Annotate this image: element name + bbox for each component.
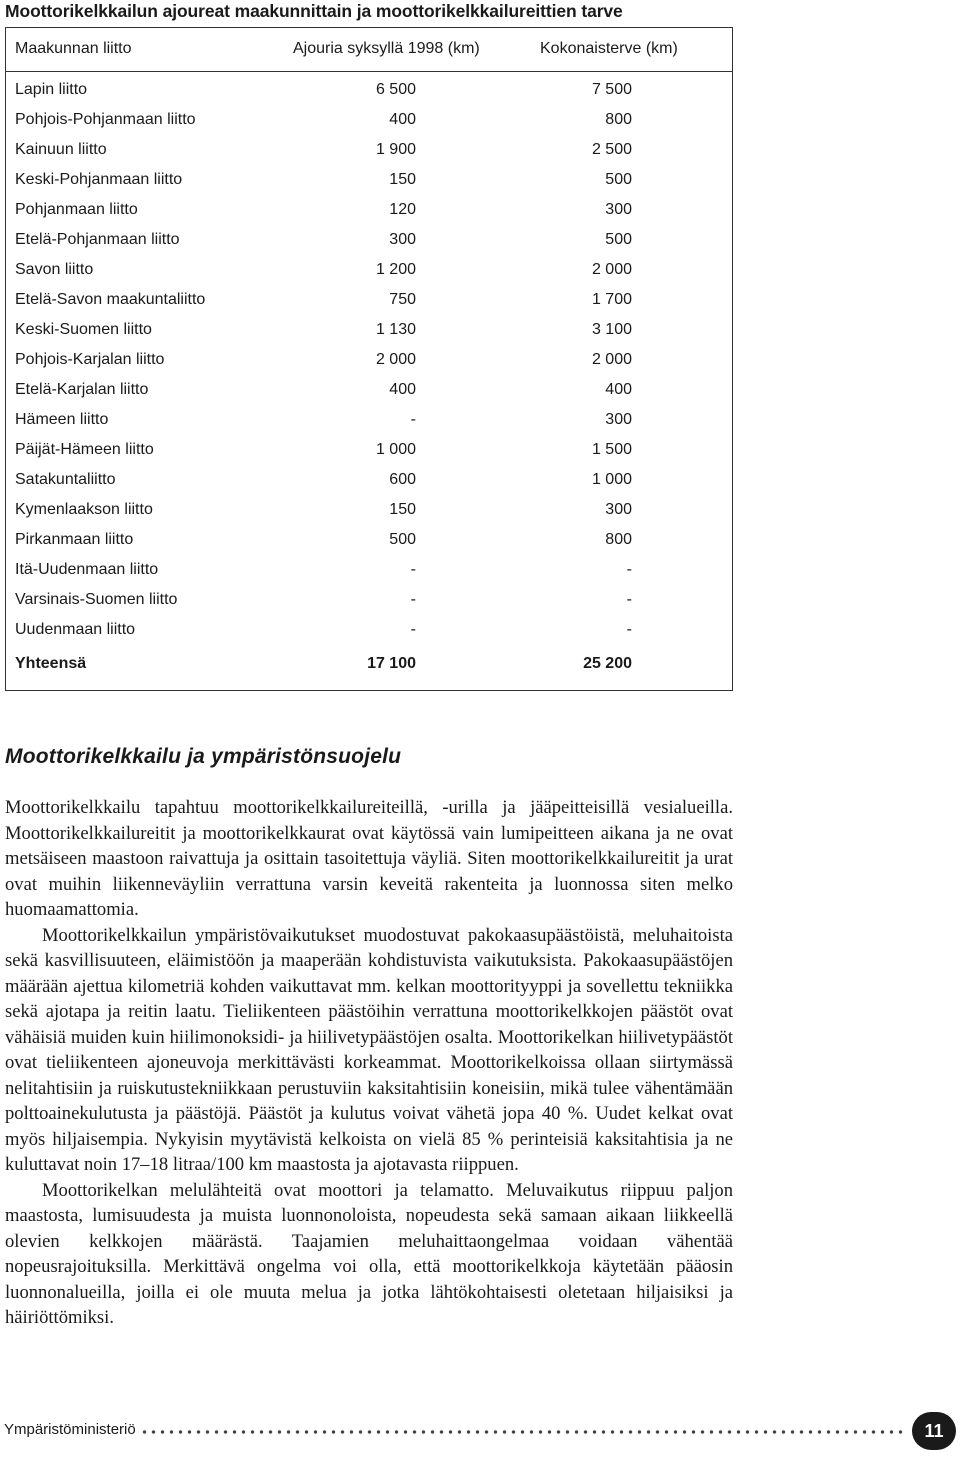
row-rides-value: -	[410, 591, 416, 608]
row-region-name: Keski-Pohjanmaan liitto	[15, 171, 183, 188]
row-need-value: 2 000	[591, 261, 632, 278]
column-header-region: Maakunnan liitto	[15, 40, 132, 57]
paragraph: Moottorikelkan melulähteitä ovat moottori ja telamatto. Meluvaikutus riippuu paljon maastosta, lumisuudesta ja muista luonnonoloista, nopeudesta sekä samaan aikaan liikkeellä olevien kelkkojen määrästä. Taajamien meluhaittaongelmaa voidaan vähentää nopeusrajoituksilla. Merkittävä ongelma voi olla, että moottorikelkkoja käytetään pääosin luonnonalueilla, joilla ei ole muuta melua ja jotka lähtökohtaisesti oletetaan hiljaisiksi ja häiriöttömiksi.	[5, 1179, 733, 1328]
row-rides-value: 150	[389, 171, 416, 188]
row-rides-value: 750	[389, 291, 416, 308]
row-need-value: 300	[605, 411, 632, 428]
row-need-value: 300	[605, 201, 632, 218]
row-rides-value: 2 000	[375, 351, 416, 368]
row-need-value: 2 000	[591, 351, 632, 368]
row-need-value: 500	[605, 231, 632, 248]
paragraph: Moottorikelkkailu tapahtuu moottorikelkkailureiteillä, -urilla ja jääpeitteisillä vesialueilla. Moottorikelkkailureitit ja moottorikelkkaurat ovat käytössä vain lumipeitteen aikana ja ne ovat metsäiseen maastoon raivattuja ja osittain tasoitettuja väyliä. Siten moottorikelkkailureitit ja urat ovat muihin liikenneväyliin verrattuna varsin keveitä rakenteita ja luonnossa siten melko huomaamattomia.	[5, 797, 733, 920]
total-need-value: 25 200	[583, 655, 632, 672]
row-need-value: -	[626, 591, 632, 608]
row-region-name: Pohjois-Karjalan liitto	[15, 351, 165, 368]
row-rides-value: 400	[389, 381, 416, 398]
row-rides-value: -	[410, 411, 416, 428]
row-rides-value: 6 500	[375, 81, 416, 98]
row-rides-value: 1 900	[375, 141, 416, 158]
row-region-name: Itä-Uudenmaan liitto	[15, 561, 159, 578]
row-region-name: Kymenlaakson liitto	[15, 501, 153, 518]
row-region-name: Keski-Suomen liitto	[15, 321, 152, 338]
row-need-value: 1 000	[591, 471, 632, 488]
header-divider	[6, 71, 732, 72]
paragraph: Moottorikelkkailun ympäristövaikutukset muodostuvat pakokaasupäästöistä, meluhaitoista sekä kasvillisuuteen, eläimistöön ja maaperään kohdistuvista vaikutuksista. Pakokaasupäästöjen määrään ajettua kilometriä kohden vaikuttavat mm. kelkan moottorityyppi ja sovellettu tekniikka sekä ajotapa ja reitin laatu. Tieliikenteen päästöihin verrattuna moottorikelkkojen päästöt ovat vähäisiä muiden kuin hiilimonoksidi- ja hiilivetypäästöjen osalta. Moottorikelkan hiilivetypäästöt ovat tieliikenteen ajoneuvoja merkittävästi korkeammat. Moottorikelkoissa ollaan siirtymässä nelitahtisiin ja ruiskutustekniikkaan perustuviin kaksitahtisiin koneisiin, mikä tulee vähentämään polttoainekulutusta ja päästöjä. Päästöt ja kulutus voivat vähetä jopa 40 %. Uudet kelkat ovat myös hiljaisempia. Nykyisin myytävistä kelkoista on vielä 85 % perinteisiä kaksitahtisia ja ne kuluttavat noin 17–18 litraa/100 km maastosta ja ajotavasta riippuen.	[5, 924, 733, 1175]
total-rides-value: 17 100	[367, 655, 416, 672]
row-need-value: 2 500	[591, 141, 632, 158]
row-need-value: 500	[605, 171, 632, 188]
data-table	[5, 27, 733, 691]
row-rides-value: -	[410, 561, 416, 578]
row-need-value: 800	[605, 531, 632, 548]
row-need-value: 3 100	[591, 321, 632, 338]
row-rides-value: 120	[389, 201, 416, 218]
row-region-name: Pohjois-Pohjanmaan liitto	[15, 111, 196, 128]
page-footer	[0, 1412, 960, 1452]
publisher-name: Ympäristöministeriö	[4, 1421, 136, 1438]
row-need-value: 300	[605, 501, 632, 518]
column-header-rides: Ajouria syksyllä 1998 (km)	[293, 40, 480, 57]
row-region-name: Lapin liitto	[15, 81, 88, 98]
row-need-value: -	[626, 561, 632, 578]
row-region-name: Etelä-Savon maakuntaliitto	[15, 291, 206, 308]
row-region-name: Pirkanmaan liitto	[15, 531, 134, 548]
row-rides-value: 600	[389, 471, 416, 488]
row-need-value: -	[626, 621, 632, 638]
row-need-value: 7 500	[591, 81, 632, 98]
article-body	[5, 795, 733, 1331]
row-rides-value: 300	[389, 231, 416, 248]
row-region-name: Etelä-Pohjanmaan liitto	[15, 231, 180, 248]
row-need-value: 1 700	[591, 291, 632, 308]
row-region-name: Satakuntaliitto	[15, 471, 116, 488]
section-heading: Moottorikelkkailu ja ympäristönsuojelu	[5, 745, 402, 768]
row-rides-value: 400	[389, 111, 416, 128]
row-region-name: Pohjanmaan liitto	[15, 201, 138, 218]
total-label: Yhteensä	[15, 655, 87, 672]
row-region-name: Savon liitto	[15, 261, 94, 278]
row-region-name: Hämeen liitto	[15, 411, 109, 428]
row-region-name: Etelä-Karjalan liitto	[15, 381, 149, 398]
row-rides-value: 1 200	[375, 261, 416, 278]
row-region-name: Varsinais-Suomen liitto	[15, 591, 178, 608]
page-number: 11	[912, 1412, 956, 1450]
row-rides-value: -	[410, 621, 416, 638]
table-title: Moottorikelkkailun ajoureat maakunnittain ja moottorikelkkailureittien tarve	[5, 1, 623, 21]
row-region-name: Uudenmaan liitto	[15, 621, 136, 638]
column-header-need: Kokonaisterve (km)	[540, 40, 678, 57]
row-region-name: Päijät-Hämeen liitto	[15, 441, 154, 458]
row-need-value: 1 500	[591, 441, 632, 458]
row-need-value: 800	[605, 111, 632, 128]
row-rides-value: 150	[389, 501, 416, 518]
row-region-name: Kainuun liitto	[15, 141, 107, 158]
row-rides-value: 500	[389, 531, 416, 548]
row-rides-value: 1 130	[375, 321, 416, 338]
row-need-value: 400	[605, 381, 632, 398]
dotted-leader	[140, 1429, 905, 1435]
row-rides-value: 1 000	[375, 441, 416, 458]
